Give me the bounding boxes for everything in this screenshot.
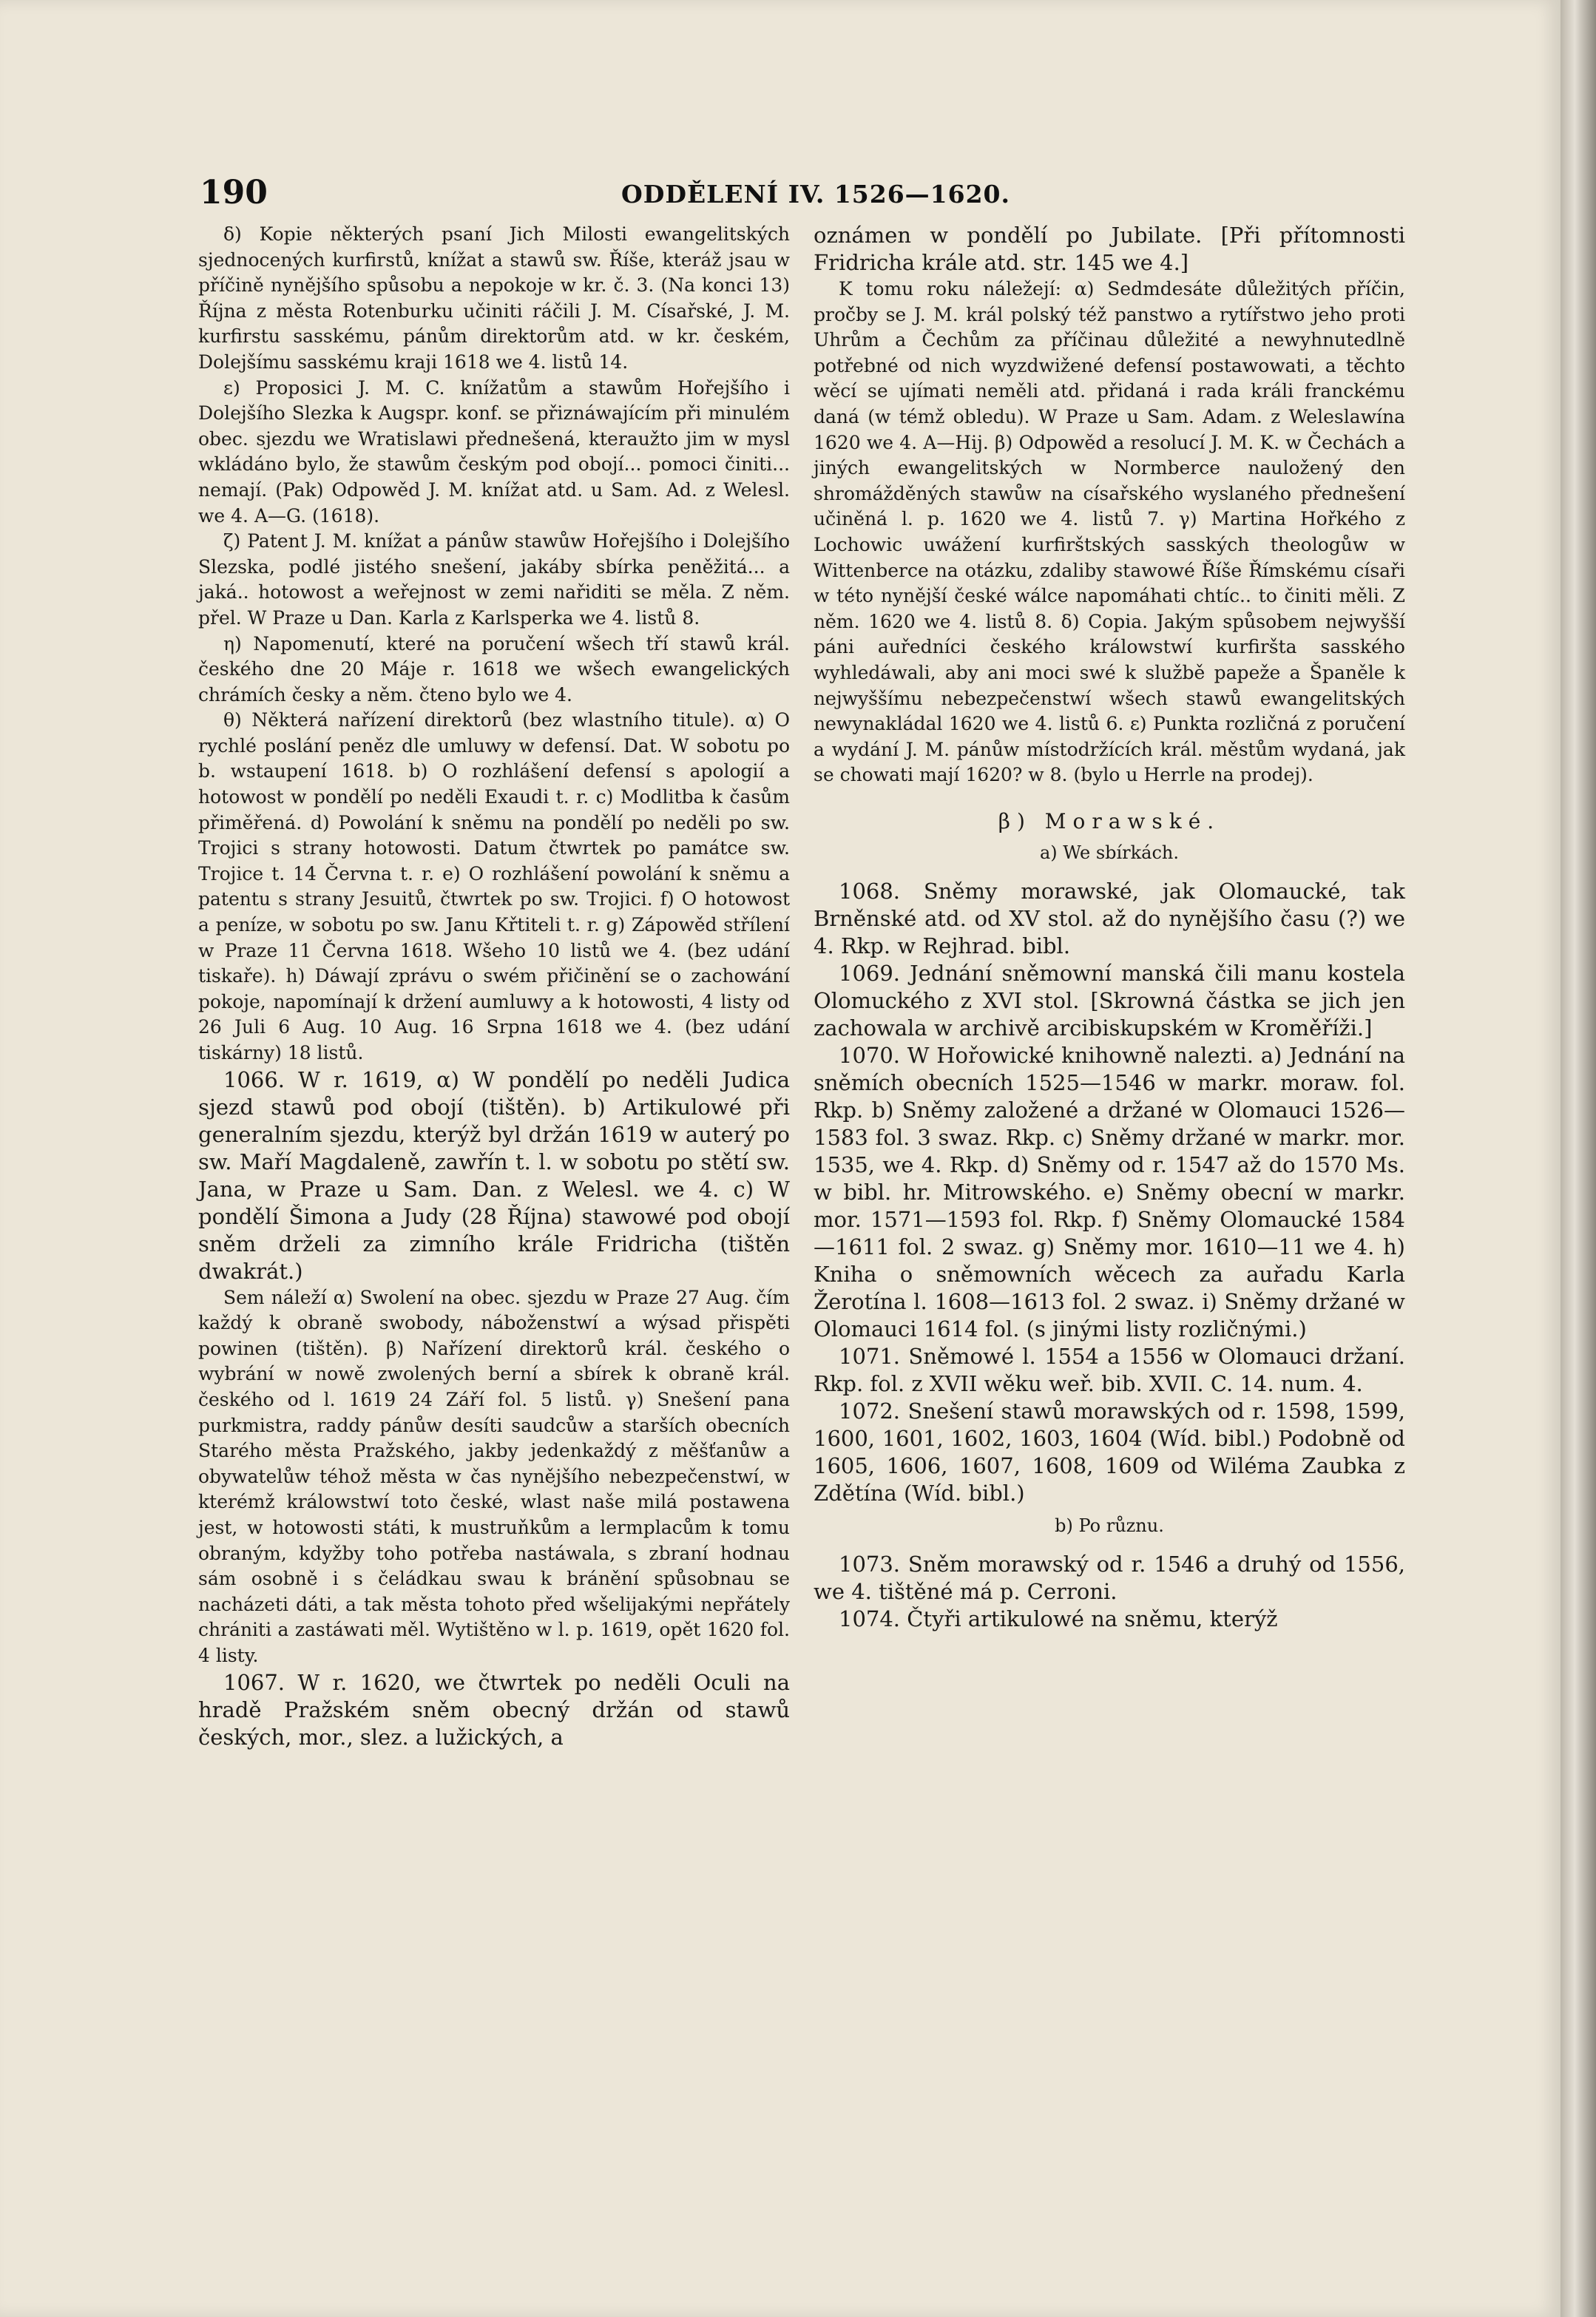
subsection-heading-various: b) Po různu.: [1055, 1515, 1164, 1537]
entry-1073: 1073. Sněm morawský od r. 1546 a druhý od 1556, we 4. tištěné má p. Cerroni.: [814, 1551, 1405, 1604]
page-number: 190: [200, 174, 268, 212]
entry-1620-related: K tomu roku náležejí: α) Sedmdesáte důležitých příčin, proč̌by se J. M. král polský též panstwo a rytířstwo jeho proti Uhrům a Čechům za příčinau důležité a newyhnutedlně potřebné od nich wyzdwižené defensí postawowati, a těchto wěcí se ujímati neměli atd. přidaná i rada králi franckému daná (w témž obledu). W Praze u Sam. Adam. z Weleslawína 1620 we 4. A—Hij. β) Odpowěd a resolucí J. M. K. w Čechách a jiných ewangelitských w Normberce nauložený den shromážděných stawůw na císařského wyslaného přednešení učiněná l. p. 1620 we 4. listů 7. γ) Martina Hořkého z Lochowic uwážení kurfirštských sasských theologůw w Wittenberce na otázku, zdaliby stawowé Říše Římskému císaři w této nynější české wálce napomáhati chtíc.. to činiti měli. Z něm. 1620 we 4. listů 8. δ) Copia. Jakým spůsobem nejwyšší páni auředníci českého králowstwí kurfiršta sasského wyhledáwali, aby ani moci swé k službě papeže a Španěle k nejwyššímu nebezpečenstwí wšech stawů ewangelitských newynakládal 1620 we 4. listů 6. ε) Punkta rozličná z poručení a wydání J. M. pánůw místodržících král. městům wydaná, jak se chowati mají 1620? w 8. (bylo u Herrle na prodej).: [814, 278, 1405, 786]
running-title: ODDĚLENÍ IV. 1526—1620.: [621, 180, 1011, 209]
entry-delta: δ) Kopie některých psaní Jich Milosti ewangelitských sjednocených kurfirstů, knížat a stawů sw. Říše, kteráž jsau w příčině nynějšího spůsobu a nepokoje w kr. č. 3. (Na konci 13) Října z města Rotenburku učiniti ráčili J. M. Císařské, J. M. kurfirstu sasskému, pánům direktorům atd. w kr. českém, Dolejšímu sasskému kraji 1618 we 4. listů 14.: [198, 223, 790, 373]
left-column: [198, 222, 790, 1751]
entry-zeta: ζ) Patent J. M. knížat a pánůw stawůw Hořejšího i Dolejšího Slezska, podlé jistého snešení, jakáby sbírka peněžitá... a jaká.. hotowost a weřejnost w zemi nařiditi se měla. Z něm. přel. W Praze u Dan. Karla z Karlsperka we 4. listů 8.: [198, 530, 790, 629]
entry-1072: 1072. Snešení stawů morawských od r. 1598, 1599, 1600, 1601, 1602, 1603, 1604 (Wíd. bibl.) Podobně od 1605, 1606, 1607, 1608, 1609 od Wiléma Zaubka z Zdětína (Wíd. bibl.): [814, 1398, 1405, 1506]
entry-theta: θ) Některá nařízení direktorů (bez wlastního titule). α) O rychlé poslání peněz dle umluwy w defensí. Dat. W sobotu po b. wstaupení 1618. b) O rozhlášení defensí s apologií a hotowost w pondělí po neděli Exaudi t. r. c) Modlitba k časům přiměřená. d) Powolání k sněmu na pondělí po neděli po sw. Trojici s strany hotowosti. Datum čtwrtek po památce sw. Trojice t. 14 Června t. r. e) O rozhlášení powolání k sněmu a patentu s strany Jesuitů, čtwrtek po sw. Trojici. f) O hotowost a peníze, w sobotu po sw. Janu Křtiteli t. r. g) Zápowěd střílení w Praze 11 Června 1618. Wšeho 10 listů we 4. (bez udání tiskaře). h) Dáwají zprávu o swém přičinění se o zachowání pokoje, napomínají k držení aumluwy a k hotowosti, 4 listy od 26 Juli 6 Aug. 10 Aug. 16 Srpna 1618 we 4. (bez udání tiskárny) 18 listů.: [198, 709, 790, 1063]
entry-1068: 1068. Sněmy morawské, jak Olomaucké, tak Brněnské atd. od XV stol. až do nynějšího času (?) we 4. Rkp. w Rejhrad. bibl.: [814, 879, 1405, 959]
entry-epsilon: ε) Proposici J. M. C. knížatům a stawům Hořejšího i Dolejšího Slezka k Augspr. konf. se přiznáwajícím při minulém obec. sjezdu we Wratislawi přednešená, kteraužto jim w mysl wkládáno bylo, že stawům českým pod obojí... pomoci činiti... nemají. (Pak) Odpowěd J. M. knížat atd. u Sam. Ad. z Welesl. we 4. A—G. (1618).: [198, 376, 790, 527]
page-edge: [1561, 0, 1596, 2317]
entry-1066-related: Sem náleží α) Swolení na obec. sjezdu w Praze 27 Aug. čím každý k obraně swobody, náboženstwí a wýsad přispěti powinen (tištěn). β) Nařízení direktorů král. českého o wybrání w nowě zwolených berní a sbírek k obraně král. českého od l. 1619 24 Září fol. 5 listů. γ) Snešení pana purkmistra, raddy pánůw desíti saudcůw a starších obecních Starého města Pražského, jakby jedenkaždý z měšťanůw a obywatelůw téhož města w čas nynějšího nebezpečenstwí, w kterémž králowstwí toto české, wlast naše milá postawena jest, w hotowosti státi, k mustruňkům a lermplacům k tomu obraným, kdyžby toho potřeba nastáwala, s zbraní hodnau sám osobně i s čeládkau swau k bránění spůsobnau se nacházeti dáti, a tak města tohoto před wšelijakými nepřátely chrániti a zastáwati měl. Wytištěno w l. p. 1619, opět 1620 fol. 4 listy.: [198, 1286, 790, 1666]
entry-1074: 1074. Čtyři artikulowé na sněmu, kterýž: [839, 1606, 1278, 1631]
entry-eta: η) Napomenutí, které na poručení wšech tří stawů král. českého dne 20 Máje r. 1618 we wšech ewangelických chrámích česky a něm. čteno bylo we 4.: [198, 632, 790, 706]
right-column: [814, 222, 1405, 1633]
entry-1067: 1067. W r. 1620, we čtwrtek po neděli Oculi na hradě Pražském sněm obecný držán od stawů českých, mor., slez. a lužických, a: [198, 1669, 790, 1750]
entry-1071: 1071. Sněmowé l. 1554 a 1556 w Olomauci držaní. Rkp. fol. z XVII wěku weř. bib. XVII. C. 14. num. 4.: [814, 1344, 1405, 1397]
entry-1066: 1066. W r. 1619, α) W pondělí po neděli Judica sjezd stawů pod obojí (tištěn). b) Artikulowé při generalním sjezdu, kterýž byl držán 1619 w auterý po sw. Maří Magdaleně, zawřín t. l. w sobotu po stětí sw. Jana, w Praze u Sam. Dan. z Welesl. we 4. c) W pondělí Šimona a Judy (28 Října) stawowé pod obojí sněm drželi za zimního krále Fridricha (tištěn dwakrát.): [198, 1066, 790, 1284]
entry-1069: 1069. Jednání sněmowní manská čili manu kostela Olomuckého z XVI stol. [Skrowná částka se jich jen zachowala w archivě arcibiskupském w Kroměříži.]: [814, 961, 1405, 1041]
entry-1067-cont: oznámen w pondělí po Jubilate. [Při přítomnosti Fridricha krále atd. str. 145 we 4.]: [814, 223, 1405, 275]
section-heading-moravian: β) Morawské.: [998, 808, 1221, 833]
subsection-heading-collections: a) We sbírkách.: [1039, 842, 1180, 864]
page-header: [200, 174, 1442, 218]
entry-1070: 1070. W Hořowické knihowně nalezti. a) Jednání na sněmích obecních 1525—1546 w markr. moraw. fol. Rkp. b) Sněmy založené a držané w Olomauci 1526—1583 fol. 3 swaz. Rkp. c) Sněmy držané w markr. mor. 1535, we 4. Rkp. d) Sněmy od r. 1547 až do 1570 Ms. w bibl. hr. Mitrowského. e) Sněmy obecní w markr. mor. 1571—1593 fol. Rkp. f) Sněmy Olomaucké 1584—1611 fol. 2 swaz. g) Sněmy mor. 1610—11 we 4. h) Kniha o sněmowních wěcech za auřadu Karla Žerotína l. 1608—1613 fol. 2 swaz. i) Sněmy držané w Olomauci 1614 fol. (s jinými listy rozličnými.): [814, 1043, 1405, 1342]
